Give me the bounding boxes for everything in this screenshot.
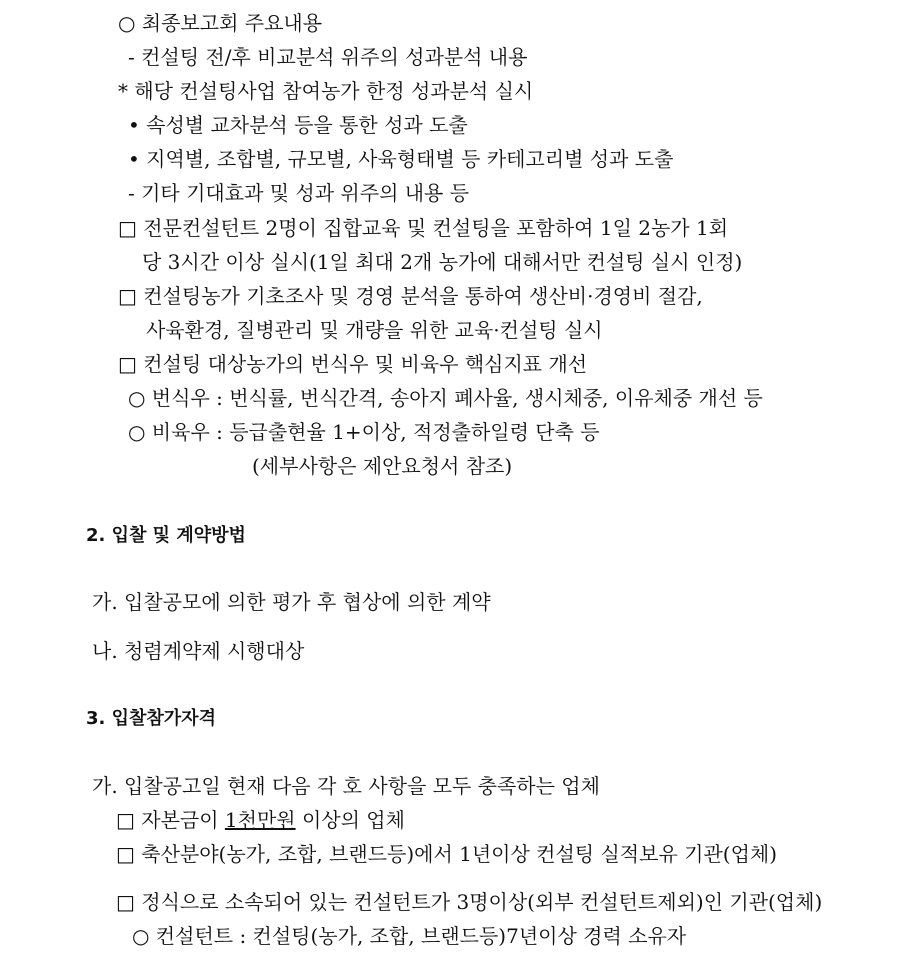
capital-requirement: [116, 806, 405, 834]
contract-method-item-b: 나. 청렴계약제 시행대상: [92, 639, 305, 663]
expert-consultants-requirement: □ 전문컨설턴트 2명이 집합교육 및 컨설팅을 포함하여 1일 2농가 1회: [118, 216, 729, 240]
fattening-cattle-indicators: ○ 비육우 : 등급출현율 1+이상, 적정출하일령 단축 등: [128, 420, 600, 444]
other-expected-effects: - 기타 기대효과 및 성과 위주의 내용 등: [128, 181, 470, 205]
eligibility-intro: 가. 입찰공고일 현재 다음 각 호 사항을 모두 충족하는 업체: [92, 774, 600, 798]
category-results: • 지역별, 조합별, 규모별, 사육형태별 등 카테고리별 성과 도출: [128, 147, 674, 171]
final-report-main-content: ○ 최종보고회 주요내용: [118, 11, 323, 35]
attribute-cross-analysis: • 속성별 교차분석 등을 통한 성과 도출: [128, 113, 468, 137]
section-3-heading: 3. 입찰참가자격: [86, 708, 216, 729]
capital-suffix: 이상의 업체: [295, 808, 405, 832]
capital-prefix: □ 자본금이: [116, 808, 225, 832]
breeding-cattle-indicators: ○ 번식우 : 번식률, 번식간격, 송아지 폐사율, 생시체중, 이유체중 개선 등: [128, 386, 763, 410]
key-indicator-improvement: □ 컨설팅 대상농가의 번식우 및 비육우 핵심지표 개선: [118, 352, 588, 376]
contract-method-item-a: 가. 입찰공모에 의한 평가 후 협상에 의한 계약: [92, 590, 491, 614]
livestock-experience-requirement: □ 축산분야(농가, 조합, 브랜드등)에서 1년이상 컨설팅 실적보유 기관(업체): [116, 842, 778, 866]
farm-basic-survey: □ 컨설팅농가 기초조사 및 경영 분석을 통하여 생산비·경영비 절감,: [118, 284, 703, 308]
rfp-reference-note: (세부사항은 제안요청서 참조): [252, 454, 513, 478]
consulting-comparison-analysis: - 컨설팅 전/후 비교분석 위주의 성과분석 내용: [128, 45, 528, 69]
consultant-count-requirement: □ 정식으로 소속되어 있는 컨설턴트가 3명이상(외부 컨설턴트제외)인 기관(업체): [116, 890, 823, 914]
expert-consultants-requirement-cont: 당 3시간 이상 실시(1일 최대 2개 농가에 대해서만 컨설팅 실시 인정): [142, 250, 743, 274]
capital-amount: 1천만원: [224, 808, 296, 832]
consultant-experience-requirement: ○ 컨설턴트 : 컨설팅(농가, 조합, 브랜드등)7년이상 경력 소유자: [132, 924, 687, 948]
section-2-heading: 2. 입찰 및 계약방법: [86, 525, 246, 546]
participant-farm-analysis-note: * 해당 컨설팅사업 참여농가 한정 성과분석 실시: [118, 79, 534, 103]
farm-basic-survey-cont: 사육환경, 질병관리 및 개량을 위한 교육·컨설팅 실시: [146, 318, 603, 342]
